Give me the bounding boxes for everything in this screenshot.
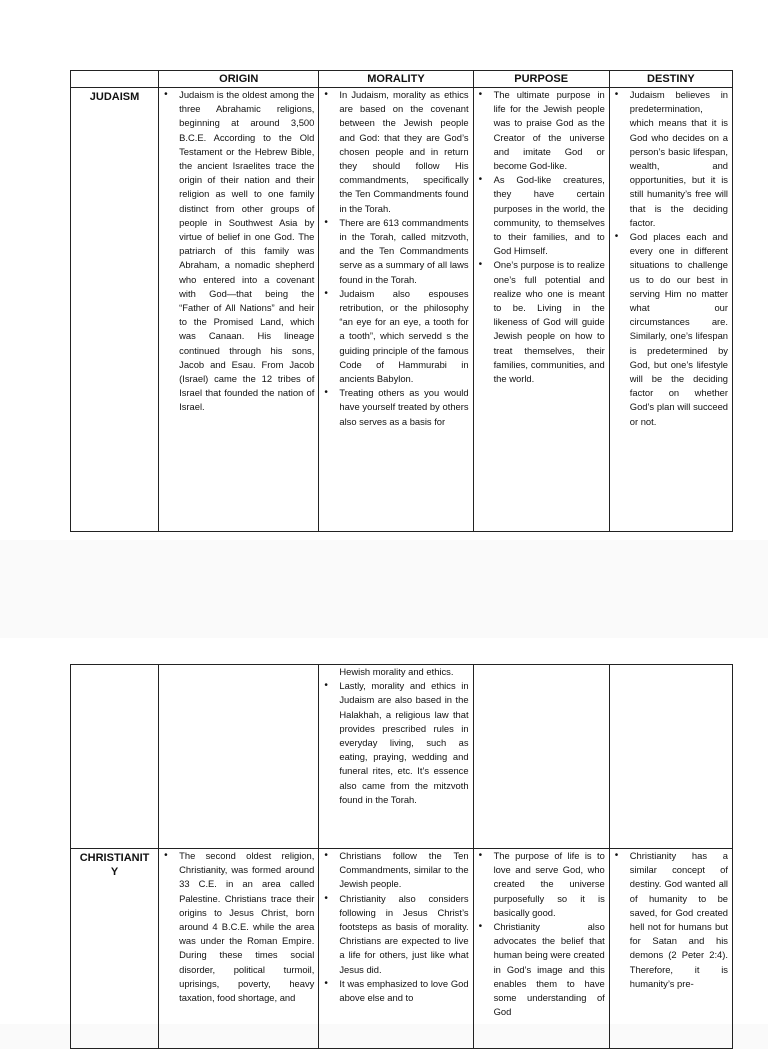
religion-comparison-table bbox=[70, 70, 733, 532]
bullet-item: • The ultimate purpose in life for the Jewish people was to praise God as the Creator of the universe and imitate God or become God-like. bbox=[494, 88, 605, 173]
bullet-item: • In Judaism, morality as ethics are based on the covenant between the Jewish people and God: that they are God’s chosen people and in return they should follow His commandments, specifically the Ten Commandments found in the Torah. bbox=[339, 88, 468, 216]
header-row bbox=[71, 71, 733, 88]
bullet-item: • God places each and every one in different situations to challenge us to do our best in serving Him no matter what our circumstances are. Similarly, one’s lifespan is predetermined by God, but one’s lifestyle will be the deciding factor on whether God’s plan will succeed or not. bbox=[630, 230, 728, 429]
bullet-item: • Christianity also considers following in Jesus Christ’s footsteps as basis of morality. Christians are expected to live a life for others, just like what Jesus did. bbox=[339, 892, 468, 977]
judaism-continued-row bbox=[71, 665, 733, 849]
bullet-item: Hewish morality and ethics. bbox=[339, 666, 454, 677]
header-origin: ORIGIN bbox=[159, 71, 319, 88]
christianity-destiny-cell bbox=[609, 849, 732, 1049]
christianity-purpose-cell bbox=[473, 849, 609, 1049]
bullet-item: • Judaism believes in predetermination, which means that it is God who decides on a person’s basic lifespan, wealth, and opportunities, but it is still humanity’s free will that is the deciding factor. bbox=[630, 88, 728, 230]
judaism-morality-cell bbox=[319, 88, 473, 532]
bullet-item: • The purpose of life is to love and serve God, who created the universe purposefully so it is basically good. bbox=[494, 849, 605, 920]
bullet-item: • Treating others as you would have yourself treated by others also serves as a basis for bbox=[339, 386, 468, 429]
row-label-judaism: JUDAISM bbox=[89, 91, 140, 103]
bullet-item: • As God-like creatures, they have certain purposes in the world, the community, to themselves to their families, and to God Himself. bbox=[494, 173, 605, 258]
header-purpose: PURPOSE bbox=[473, 71, 609, 88]
bullet-item: • Christians follow the Ten Commandments, similar to the Jewish people. bbox=[339, 849, 468, 892]
judaism-purpose-cell bbox=[473, 88, 609, 532]
judaism-origin-cell bbox=[159, 88, 319, 532]
bullet-item: • One’s purpose is to realize one’s full potential and realize who one is meant to be. Living in the likeness of God will guide Jewish people on how to treat themselves, their families, communities, and the world. bbox=[494, 258, 605, 386]
bullet-item: • Lastly, morality and ethics in Judaism are also based in the Halakhah, a religious law that provides prescribed rules in everyday living, such as eating, praying, wedding and funeral rites, etc. It’s essence also came from the mitzvoth found in the Torah. bbox=[339, 679, 468, 807]
bullet-item: • There are 613 commandments in the Torah, called mitzvoth, and the Ten Commandments serve as a summary of all laws found in the Torah. bbox=[339, 216, 468, 287]
bullet-item: • It was emphasized to love God above else and to bbox=[339, 977, 468, 1005]
page-gap bbox=[0, 540, 768, 638]
header-morality: MORALITY bbox=[319, 71, 473, 88]
judaism-destiny-cell bbox=[609, 88, 732, 532]
bullet-item: • Judaism is the oldest among the three Abrahamic religions, beginning at around 3,500 B.C.E. According to the Old Testament or the Hebrew Bible, the ancient Israelites trace the origin of their nation and their religion as well to one family distinct from other groups of people in Southwest Asia by virtue of belief in one God. The patriarch of this family was Abraham, a nomadic shepherd who entered into a covenant with God—that being the “Father of All Nations” and heir to the Promised Land, which was Canaan. His lineage continued through his sons, Jacob and Esau. From Jacob (Israel) came the 12 tribes of Israel that founded the nation of Israel. bbox=[179, 88, 314, 415]
christianity-origin-cell bbox=[159, 849, 319, 1049]
bullet-item: • Christianity also advocates the belief that human being were created in God’s image and this enables them to have some understanding of God bbox=[494, 920, 605, 1019]
bullet-item: • The second oldest religion, Christianity, was formed around 33 C.E. in an area called Palestine. Christians trace their origins to Jesus Christ, born around 4 B.C.E. while the area was under the Roman Empire. During these times social disorder, political turmoil, uprisings, poverty, heavy taxation, food shortage, and bbox=[179, 849, 314, 1005]
bullet-item: • Judaism also espouses retribution, or the philosophy “an eye for an eye, a tooth for a tooth”, which servedd s the guiding principle of the famous Code of Hammurabi in ancients Babylon. bbox=[339, 287, 468, 386]
christianity-row bbox=[71, 849, 733, 1049]
row-label-christianity: CHRISTIANIT Y bbox=[79, 852, 150, 878]
corner-cell bbox=[71, 71, 159, 88]
judaism-row bbox=[71, 88, 733, 532]
bullet-item: • Christianity has a similar concept of destiny. God wanted all of humanity to be saved, for God created hell not for humans but for Satan and his demons (2 Peter 2:4). Therefore, it is humanity’s pre- bbox=[630, 849, 728, 991]
document-page-2 bbox=[0, 638, 768, 1024]
religion-comparison-table-continued bbox=[70, 664, 733, 1049]
judaism-morality-continued-cell bbox=[319, 665, 473, 849]
header-destiny: DESTINY bbox=[609, 71, 732, 88]
christianity-morality-cell bbox=[319, 849, 473, 1049]
